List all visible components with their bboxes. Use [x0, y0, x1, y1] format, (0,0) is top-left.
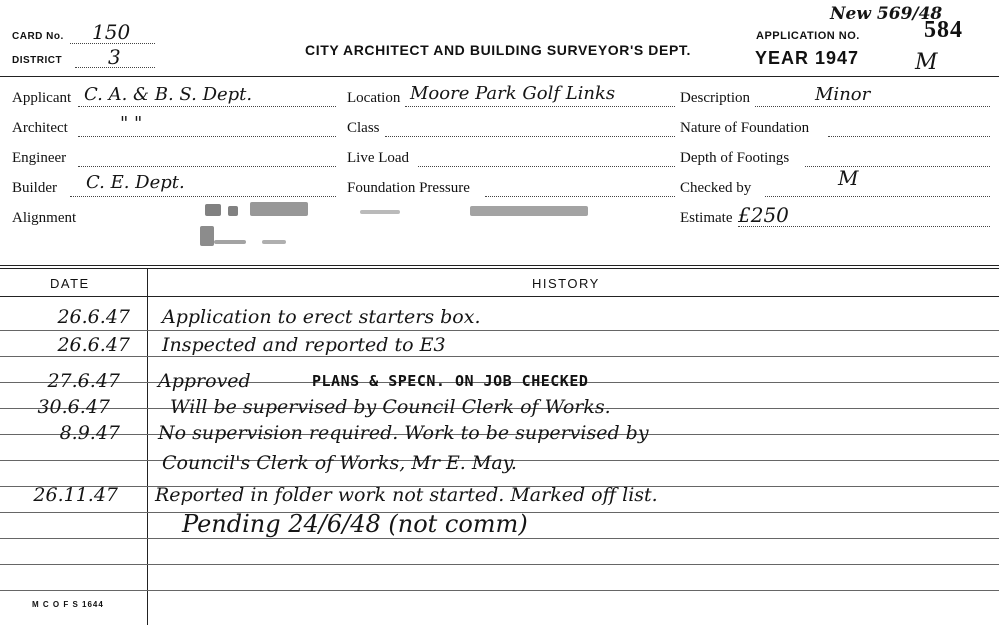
history-header-rule	[0, 296, 999, 297]
form-code: M C O F S 1644	[32, 600, 104, 609]
engineer-line	[78, 166, 336, 167]
location-line	[405, 106, 675, 107]
history-entry: Will be supervised by Council Clerk of Works.	[170, 396, 611, 418]
alignment-label: Alignment	[12, 210, 77, 226]
history-entry: Reported in folder work not started. Marked off list.	[155, 484, 658, 506]
applicant-label: Applicant	[12, 90, 72, 106]
live-load-label: Live Load	[347, 150, 410, 166]
applicant-line	[78, 106, 336, 107]
estimate-value: £250	[738, 203, 789, 227]
location-label: Location	[347, 90, 401, 106]
architect-label: Architect	[12, 120, 68, 136]
initials: M	[915, 50, 938, 75]
card-no-value: 150	[92, 20, 131, 44]
checked-by-label: Checked by	[680, 180, 752, 196]
live-load-line	[418, 166, 675, 167]
history-date: 30.6.47	[37, 396, 110, 418]
description-value: Minor	[815, 84, 871, 105]
builder-value: C. E. Dept.	[86, 172, 185, 193]
history-date: 26.11.47	[33, 484, 118, 506]
history-date: 26.6.47	[57, 306, 130, 328]
plans-checked-stamp: PLANS & SPECN. ON JOB CHECKED	[312, 372, 589, 390]
foundation-pressure-label: Foundation Pressure	[347, 180, 470, 196]
history-entry: No supervision required. Work to be supervised by	[158, 422, 649, 444]
checked-by-value: M	[838, 166, 859, 190]
nature-of-foundation-line	[828, 136, 990, 137]
date-column-header: DATE	[50, 276, 90, 291]
history-date: 27.6.47	[47, 370, 120, 392]
applicant-value: C. A. & B. S. Dept.	[84, 84, 253, 105]
history-entry: Approved	[158, 370, 251, 392]
builder-line	[70, 196, 336, 197]
new-number: New 569/48	[830, 4, 943, 24]
history-entry: Pending 24/6/48 (not comm)	[182, 510, 528, 538]
card-no-label: CARD No.	[12, 31, 64, 42]
history-column-header: HISTORY	[532, 276, 600, 291]
district-value: 3	[108, 45, 121, 69]
architect-value: " "	[120, 113, 143, 134]
year-label: YEAR	[755, 48, 810, 68]
nature-of-foundation-label: Nature of Foundation	[680, 120, 810, 136]
history-date: 26.6.47	[57, 334, 130, 356]
history-date: 8.9.47	[59, 422, 120, 444]
class-label: Class	[347, 120, 380, 136]
history-top-rule	[0, 265, 999, 266]
location-value: Moore Park Golf Links	[410, 83, 616, 104]
estimate-label: Estimate	[680, 210, 733, 226]
foundation-pressure-line	[485, 196, 675, 197]
history-top-rule-2	[0, 268, 999, 269]
builder-label: Builder	[12, 180, 57, 196]
depth-of-footings-line	[805, 166, 990, 167]
architect-line	[78, 136, 336, 137]
history-entry: Inspected and reported to E3	[162, 334, 446, 356]
description-label: Description	[680, 90, 750, 106]
header-rule	[0, 76, 999, 77]
district-label: DISTRICT	[12, 55, 63, 66]
application-no-value: 584	[924, 17, 963, 43]
history-entry: Application to erect starters box.	[162, 306, 481, 328]
engineer-label: Engineer	[12, 150, 67, 166]
history-entry: Council's Clerk of Works, Mr E. May.	[162, 452, 517, 474]
application-no-label: APPLICATION NO.	[756, 30, 860, 42]
description-line	[755, 106, 990, 107]
department-title: CITY ARCHITECT AND BUILDING SURVEYOR'S DEPT.	[305, 42, 691, 58]
class-line	[385, 136, 675, 137]
checked-by-line	[765, 196, 990, 197]
date-column-divider	[147, 268, 148, 625]
depth-of-footings-label: Depth of Footings	[680, 150, 790, 166]
year-value: 1947	[815, 48, 860, 68]
